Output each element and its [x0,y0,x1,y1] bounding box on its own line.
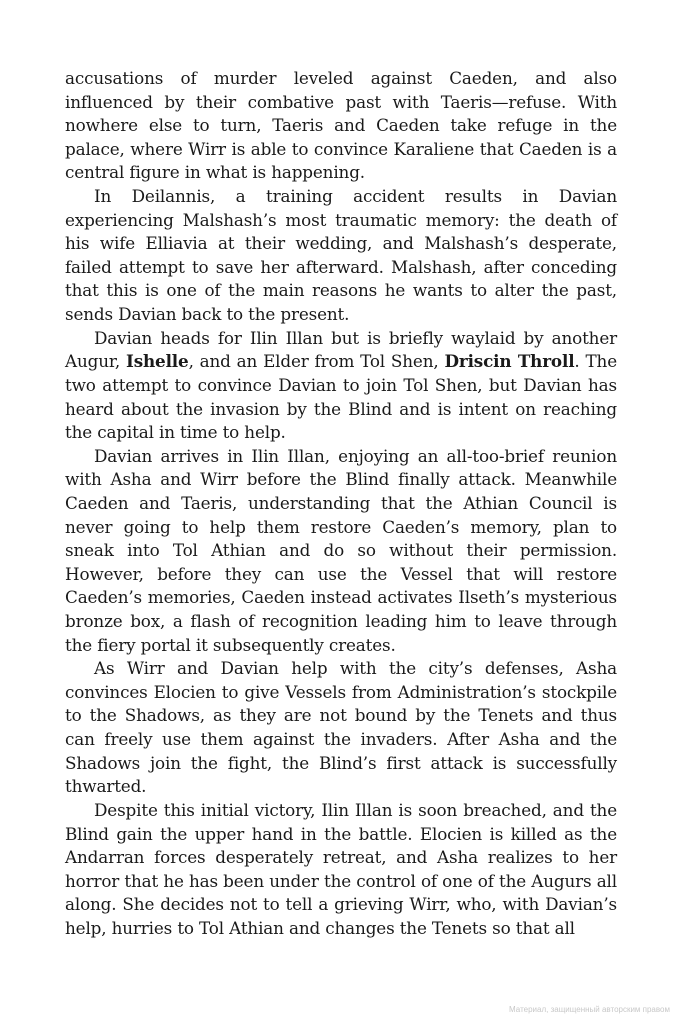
book-page-text [65,67,617,941]
paragraph [65,185,617,327]
text-run: In Deilannis, a training accident results in Davian experiencing Malshash’s most traumatic memory: the death of his wife Elliavia at their wedding, and Malshash’s desperate, failed attempt to save her afterward. Malshash, after conceding that this is one of the main reasons he wants to alter the past, sends Davian back to the present. [65,186,617,325]
text-run: Despite this initial victory, Ilin Illan is soon breached, and the Blind gain the upper hand in the battle. Elocien is killed as the Andarran forces desperately retreat, and Asha realizes to her horror that he has been under the control of one of the Augurs all along. She decides not to tell a grieving Wirr, who, with Davian’s help, hurries to Tol Athian and changes the Tenets so that all [65,799,617,938]
character-name: Driscin Throll [444,351,575,372]
text-run: Davian heads for Ilin Illan but is briefly waylaid by another Augur, [65,327,617,372]
paragraph [65,327,617,445]
text-run: Davian arrives in Ilin Illan, enjoying an all-too-brief reunion with Asha and Wirr before the Blind finally attack. Meanwhile Caeden and Taeris, understanding that the Athian Council is never going to help them restore Caeden’s memory, plan to sneak into Tol Athian and do so without their permission. However, before they can use the Vessel that will restore Caeden’s memories, Caeden instead activates Ilseth’s mysterious bronze box, a flash of recognition leading him to leave through the fiery portal it subsequently creates. [65,445,617,655]
paragraph [65,657,617,799]
text-run: . The two attempt to convince Davian to join Tol Shen, but Davian has heard about the invasion by the Blind and is intent on reaching the capital in time to help. [65,351,617,443]
text-run: As Wirr and Davian help with the city’s defenses, Asha convinces Elocien to give Vessels from Administration’s stockpile to the Shadows, as they are not bound by the Tenets and thus can freely use them against the invaders. After Asha and the Shadows join the fight, the Blind’s first attack is successfully thwarted. [65,658,617,797]
copyright-watermark: Материал, защищенный авторским правом [509,1005,670,1014]
character-name: Ishelle [126,351,189,372]
paragraph [65,67,617,185]
paragraph [65,445,617,657]
paragraph [65,799,617,941]
text-run: , and an Elder from Tol Shen, [188,351,445,372]
text-run: accusations of murder leveled against Caeden, and also influenced by their combative past with Taeris—refuse. With nowhere else to turn, Taeris and Caeden take refuge in the palace, where Wirr is able to convince Karaliene that Caeden is a central figure in what is happening. [65,68,617,183]
